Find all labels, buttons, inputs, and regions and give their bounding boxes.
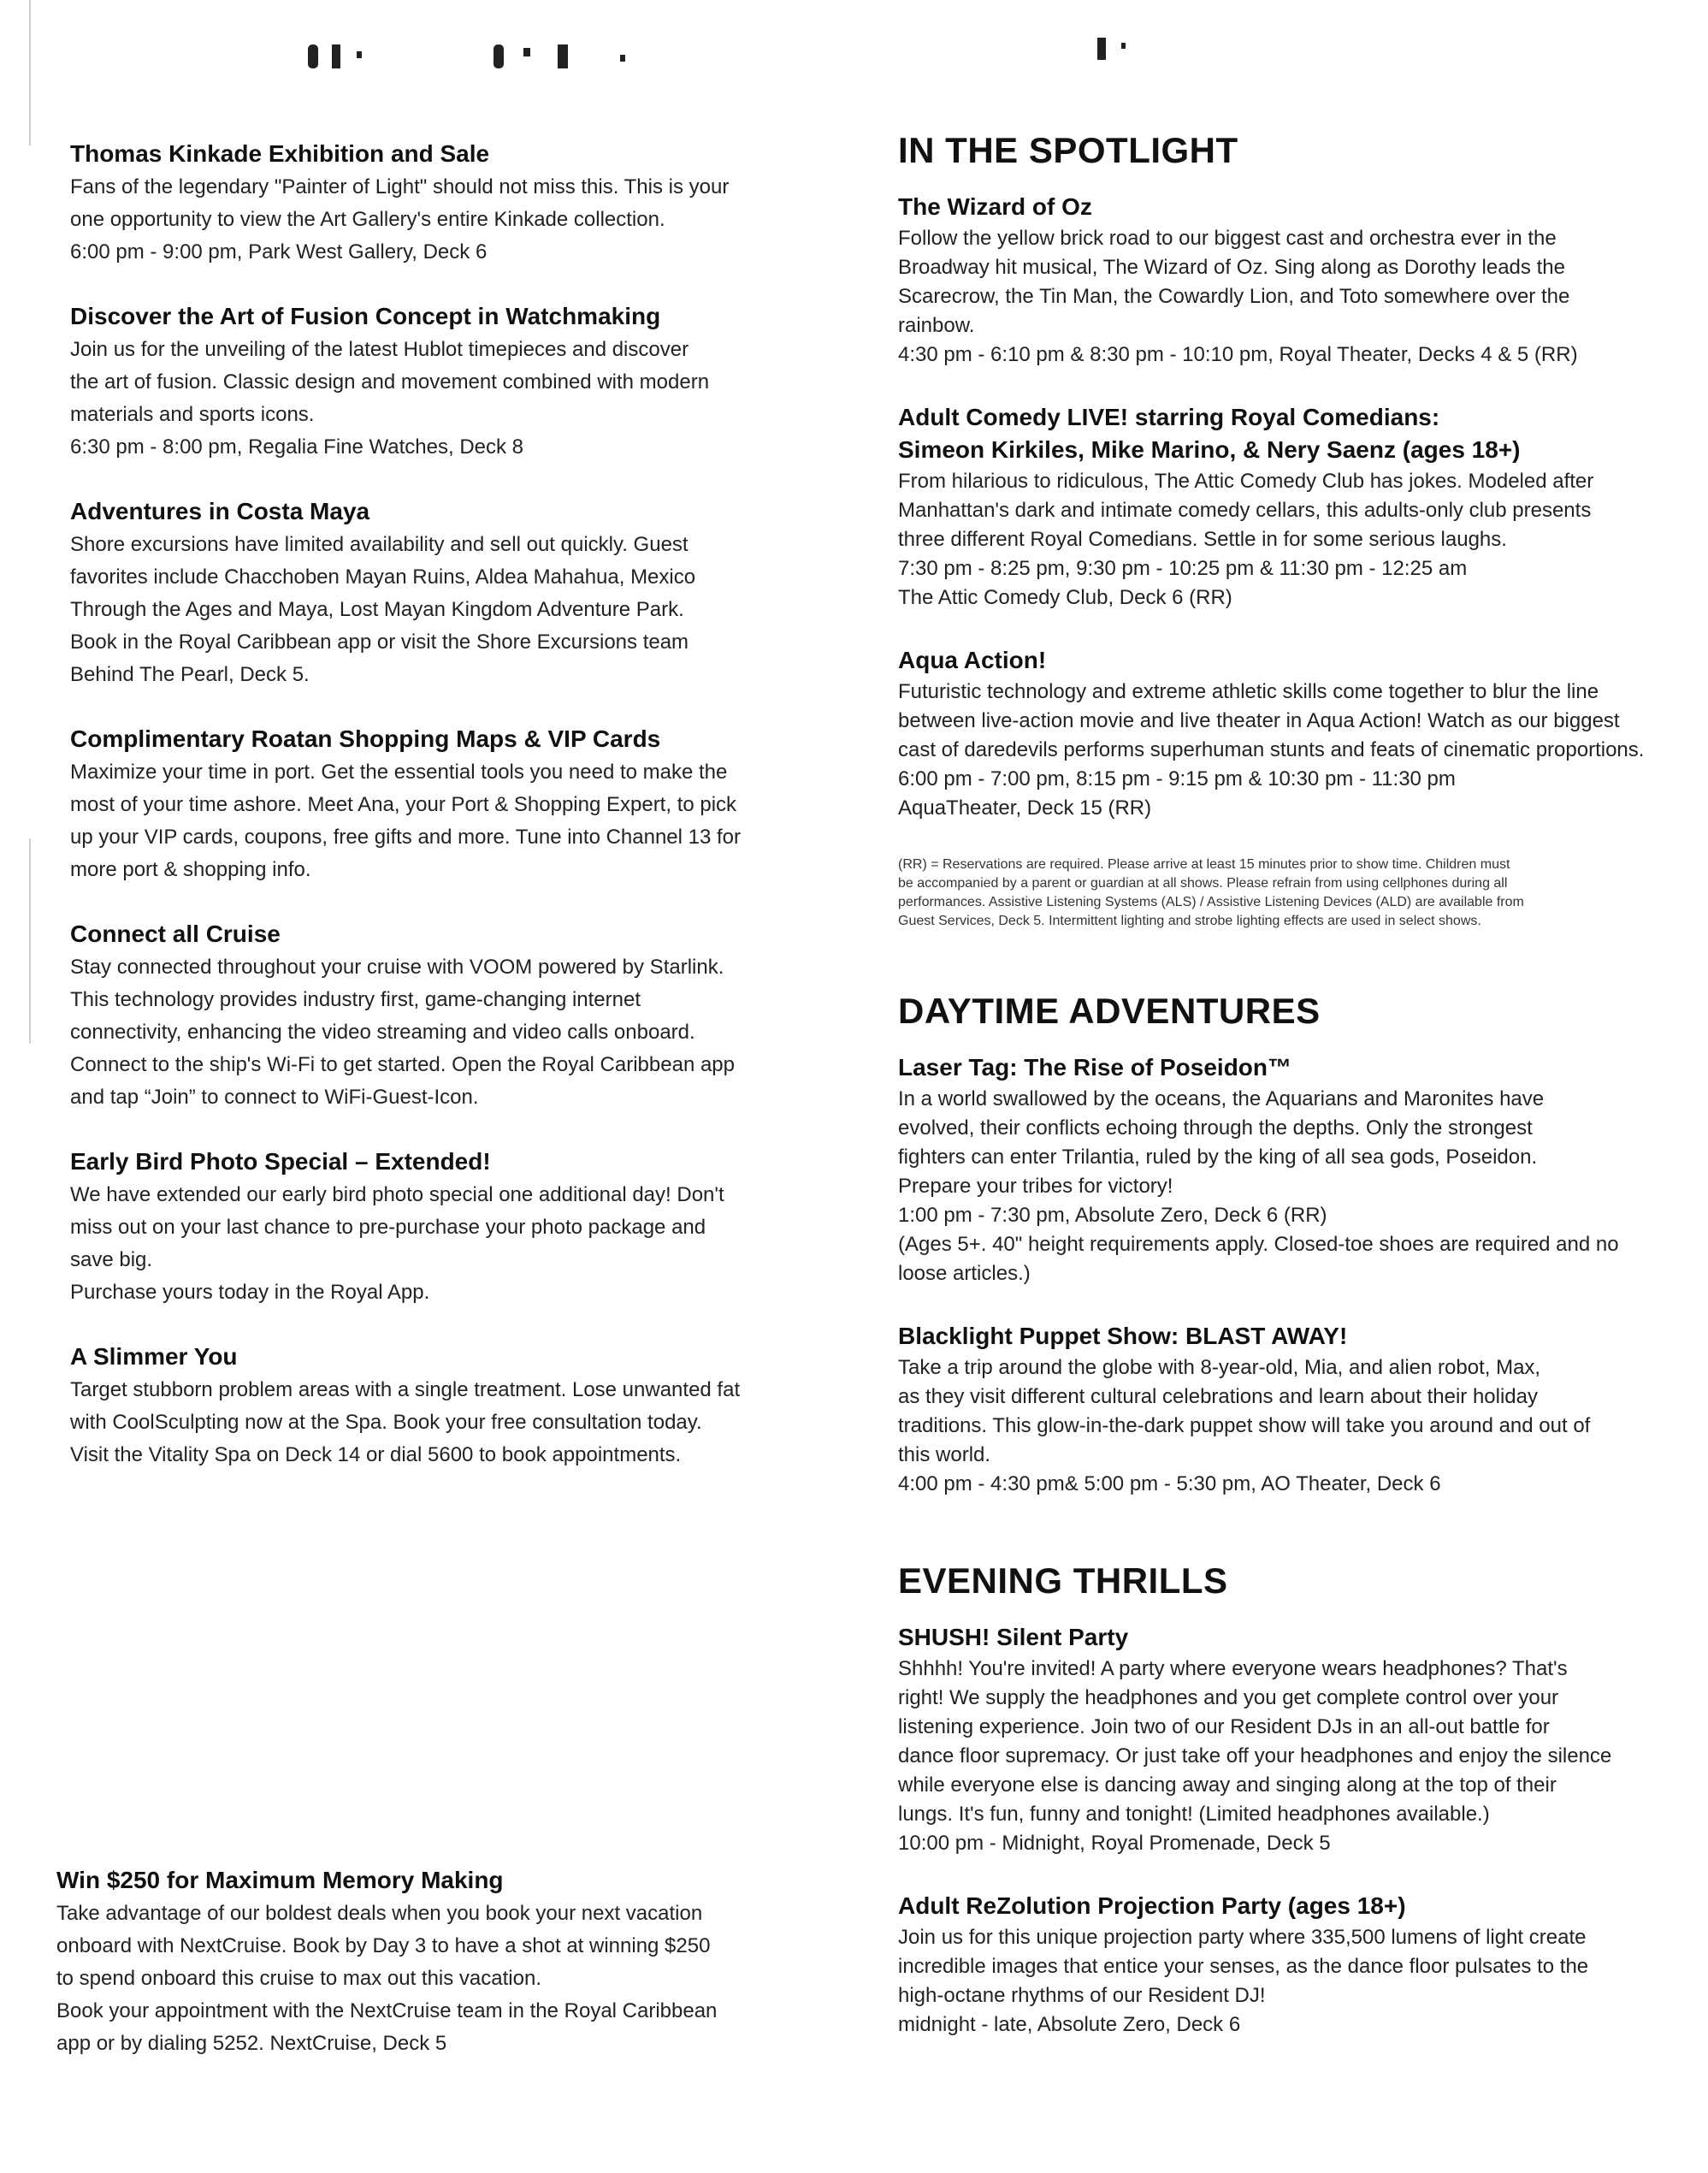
event-title: Early Bird Photo Special – Extended!: [70, 1148, 491, 1175]
event-line: dance floor supremacy. Or just take off your headphones and enjoy the silence: [898, 1744, 1612, 1767]
note-line: Guest Services, Deck 5. Intermittent lighting and strobe lighting effects are used in select shows.: [898, 914, 1481, 928]
registration-mark: [1121, 43, 1126, 49]
event-line: rainbow.: [898, 314, 975, 337]
event-title: Simeon Kirkiles, Mike Marino, & Nery Saenz (ages 18+): [898, 436, 1521, 463]
event-title: Aqua Action!: [898, 647, 1047, 673]
event-line: with CoolSculpting now at the Spa. Book your free consultation today.: [70, 1411, 702, 1434]
registration-mark: [493, 44, 504, 68]
event-line: Scarecrow, the Tin Man, the Cowardly Lion, and Toto somewhere over the: [898, 285, 1570, 308]
event-connect-cruise: [70, 919, 823, 1114]
event-time: 1:00 pm - 7:30 pm, Absolute Zero, Deck 6 (RR): [898, 1204, 1327, 1227]
event-line: favorites include Chacchoben Mayan Ruins, Aldea Mahahua, Mexico: [70, 565, 696, 589]
event-line: three different Royal Comedians. Settle in for some serious laughs.: [898, 528, 1507, 551]
event-line: materials and sports icons.: [70, 403, 315, 426]
registration-marks-right: [1097, 38, 1126, 60]
event-line: Shhhh! You're invited! A party where everyone wears headphones? That's: [898, 1657, 1568, 1680]
event-line: From hilarious to ridiculous, The Attic Comedy Club has jokes. Modeled after: [898, 470, 1594, 493]
event-line: the art of fusion. Classic design and movement combined with modern: [70, 370, 710, 394]
event-fine-print: (Ages 5+. 40" height requirements apply. Closed-toe shoes are required and no loose articles.): [898, 1233, 1619, 1285]
event-line: Maximize your time in port. Get the essential tools you need to make the: [70, 761, 728, 784]
event-line: This technology provides industry first, game-changing internet: [70, 988, 641, 1011]
event-line: Connect to the ship's Wi-Fi to get started. Open the Royal Caribbean app: [70, 1053, 735, 1076]
event-title: Complimentary Roatan Shopping Maps & VIP Cards: [70, 725, 661, 752]
event-wizard-of-oz: [898, 192, 1668, 370]
event-time: 6:30 pm - 8:00 pm, Regalia Fine Watches, Deck 8: [70, 435, 524, 459]
event-laser-tag: [898, 1052, 1668, 1288]
event-time: midnight - late, Absolute Zero, Deck 6: [898, 2013, 1241, 2036]
event-title: Thomas Kinkade Exhibition and Sale: [70, 140, 490, 167]
registration-mark: [332, 44, 340, 68]
event-kinkade-exhibition: [70, 139, 823, 269]
section-heading: DAYTIME ADVENTURES: [898, 991, 1321, 1031]
event-line: Behind The Pearl, Deck 5.: [70, 663, 310, 686]
event-title: Connect all Cruise: [70, 921, 281, 947]
event-line: Join us for this unique projection party where 335,500 lumens of light create: [898, 1926, 1587, 1949]
event-time: 6:00 pm - 9:00 pm, Park West Gallery, Deck 6: [70, 240, 488, 263]
event-hublot-watchmaking: [70, 301, 823, 464]
event-line: In a world swallowed by the oceans, the Aquarians and Maronites have: [898, 1087, 1545, 1110]
event-line: Target stubborn problem areas with a single treatment. Lose unwanted fat: [70, 1378, 741, 1401]
event-line: one opportunity to view the Art Gallery's entire Kinkade collection.: [70, 208, 665, 231]
registration-mark: [1097, 38, 1106, 60]
section-heading: EVENING THRILLS: [898, 1560, 1228, 1601]
event-line: Stay connected throughout your cruise with VOOM powered by Starlink.: [70, 956, 724, 979]
section-spotlight: [898, 128, 1668, 931]
event-line: Through the Ages and Maya, Lost Mayan Kingdom Adventure Park.: [70, 598, 684, 621]
event-line: and tap “Join” to connect to WiFi-Guest-Icon.: [70, 1086, 479, 1109]
binding-edge-line: [29, 0, 31, 145]
registration-mark: [308, 44, 318, 68]
registration-mark: [523, 48, 530, 56]
event-blacklight-puppet: [898, 1321, 1668, 1499]
event-line: connectivity, enhancing the video streaming and video calls onboard.: [70, 1021, 695, 1044]
section-evening: [898, 1559, 1668, 2040]
event-line: Book in the Royal Caribbean app or visit the Shore Excursions team: [70, 631, 689, 654]
event-costa-maya: [70, 496, 823, 691]
event-line: between live-action movie and live theater in Aqua Action! Watch as our biggest: [898, 709, 1620, 732]
event-line: AquaTheater, Deck 15 (RR): [898, 796, 1152, 820]
event-line: cast of daredevils performs superhuman stunts and feats of cinematic proportions.: [898, 738, 1645, 761]
event-time: 10:00 pm - Midnight, Royal Promenade, Deck 5: [898, 1832, 1331, 1855]
registration-mark: [620, 55, 625, 62]
event-nextcruise-win: [56, 1865, 809, 2060]
event-line: incredible images that entice your senses, as the dance floor pulsates to the: [898, 1955, 1589, 1978]
event-title: SHUSH! Silent Party: [898, 1624, 1129, 1650]
event-line: Visit the Vitality Spa on Deck 14 or dial 5600 to book appointments.: [70, 1443, 682, 1466]
event-line: up your VIP cards, coupons, free gifts and more. Tune into Channel 13 for: [70, 826, 742, 849]
event-line: Broadway hit musical, The Wizard of Oz. Sing along as Dorothy leads the: [898, 256, 1565, 279]
event-title: Adventures in Costa Maya: [70, 498, 370, 524]
event-time: 4:00 pm - 4:30 pm& 5:00 pm - 5:30 pm, AO Theater, Deck 6: [898, 1472, 1441, 1495]
section-daytime: [898, 989, 1668, 1499]
event-title: The Wizard of Oz: [898, 193, 1092, 220]
event-aqua-action: [898, 645, 1668, 823]
event-line: Shore excursions have limited availability and sell out quickly. Guest: [70, 533, 689, 556]
event-line: onboard with NextCruise. Book by Day 3 to have a shot at winning $250: [56, 1934, 711, 1957]
event-line: Fans of the legendary "Painter of Light" should not miss this. This is your: [70, 175, 730, 198]
event-time: 4:30 pm - 6:10 pm & 8:30 pm - 10:10 pm, Royal Theater, Decks 4 & 5 (RR): [898, 343, 1578, 366]
event-line: miss out on your last chance to pre-purchase your photo package and: [70, 1216, 706, 1239]
note-line: (RR) = Reservations are required. Please arrive at least 15 minutes prior to show time. Children must: [898, 857, 1510, 872]
event-line: app or by dialing 5252. NextCruise, Deck 5: [56, 2032, 447, 2055]
registration-mark: [558, 44, 568, 68]
event-silent-party: [898, 1622, 1668, 1858]
event-line: this world.: [898, 1443, 991, 1466]
event-title: Adult Comedy LIVE! starring Royal Comedians:: [898, 404, 1440, 430]
event-line: The Attic Comedy Club, Deck 6 (RR): [898, 586, 1232, 609]
event-line: Follow the yellow brick road to our biggest cast and orchestra ever in the: [898, 227, 1557, 250]
note-line: performances. Assistive Listening Systems (ALS) / Assistive Listening Devices (ALD) are available from: [898, 895, 1524, 909]
event-line: as they visit different cultural celebrations and learn about their holiday: [898, 1385, 1538, 1408]
event-title: Adult ReZolution Projection Party (ages 18+): [898, 1892, 1406, 1919]
event-line: more port & shopping info.: [70, 858, 311, 881]
event-line: We have extended our early bird photo special one additional day! Don't: [70, 1183, 724, 1206]
event-time: 7:30 pm - 8:25 pm, 9:30 pm - 10:25 pm & 11:30 pm - 12:25 am: [898, 557, 1468, 580]
event-line: save big.: [70, 1248, 153, 1271]
event-title: A Slimmer You: [70, 1343, 238, 1370]
event-line: to spend onboard this cruise to max out this vacation.: [56, 1967, 541, 1990]
event-time: 6:00 pm - 7:00 pm, 8:15 pm - 9:15 pm & 10:30 pm - 11:30 pm: [898, 767, 1456, 790]
event-line: Prepare your tribes for victory!: [898, 1175, 1173, 1198]
event-rezolution-party: [898, 1891, 1668, 2040]
registration-mark: [357, 51, 362, 58]
event-line: listening experience. Join two of our Resident DJs in an all-out battle for: [898, 1715, 1550, 1738]
event-line: while everyone else is dancing away and singing along at the top of their: [898, 1773, 1557, 1797]
event-title: Win $250 for Maximum Memory Making: [56, 1867, 504, 1893]
event-line: Purchase yours today in the Royal App.: [70, 1281, 430, 1304]
left-column: [70, 139, 823, 1504]
event-line: high-octane rhythms of our Resident DJ!: [898, 1984, 1266, 2007]
event-line: Join us for the unveiling of the latest Hublot timepieces and discover: [70, 338, 689, 361]
event-line: right! We supply the headphones and you get complete control over your: [898, 1686, 1559, 1709]
registration-marks-left: [308, 44, 625, 68]
event-adult-comedy: [898, 402, 1668, 613]
reservations-note: [898, 856, 1668, 931]
event-slimmer-you: [70, 1341, 823, 1471]
event-line: fighters can enter Trilantia, ruled by the king of all sea gods, Poseidon.: [898, 1146, 1538, 1169]
right-column: [898, 128, 1668, 2074]
event-roatan-shopping: [70, 724, 823, 886]
event-line: Take a trip around the globe with 8-year-old, Mia, and alien robot, Max,: [898, 1356, 1541, 1379]
event-line: Futuristic technology and extreme athletic skills come together to blur the line: [898, 680, 1599, 703]
event-line: traditions. This glow-in-the-dark puppet show will take you around and out of: [898, 1414, 1591, 1437]
event-line: Take advantage of our boldest deals when you book your next vacation: [56, 1902, 703, 1925]
event-line: most of your time ashore. Meet Ana, your Port & Shopping Expert, to pick: [70, 793, 737, 816]
note-line: be accompanied by a parent or guardian at all shows. Please refrain from using cellphones during all: [898, 876, 1508, 891]
event-line: Manhattan's dark and intimate comedy cellars, this adults-only club presents: [898, 499, 1592, 522]
event-line: evolved, their conflicts echoing through the depths. Only the strongest: [898, 1116, 1533, 1140]
event-title: Blacklight Puppet Show: BLAST AWAY!: [898, 1323, 1348, 1349]
event-early-bird-photo: [70, 1146, 823, 1309]
section-heading: IN THE SPOTLIGHT: [898, 130, 1238, 170]
binding-edge-line: [29, 838, 31, 1044]
event-line: lungs. It's fun, funny and tonight! (Limited headphones available.): [898, 1803, 1490, 1826]
event-title: Laser Tag: The Rise of Poseidon™: [898, 1054, 1292, 1081]
event-title: Discover the Art of Fusion Concept in Watchmaking: [70, 303, 661, 329]
event-line: Book your appointment with the NextCruise team in the Royal Caribbean: [56, 1999, 718, 2022]
